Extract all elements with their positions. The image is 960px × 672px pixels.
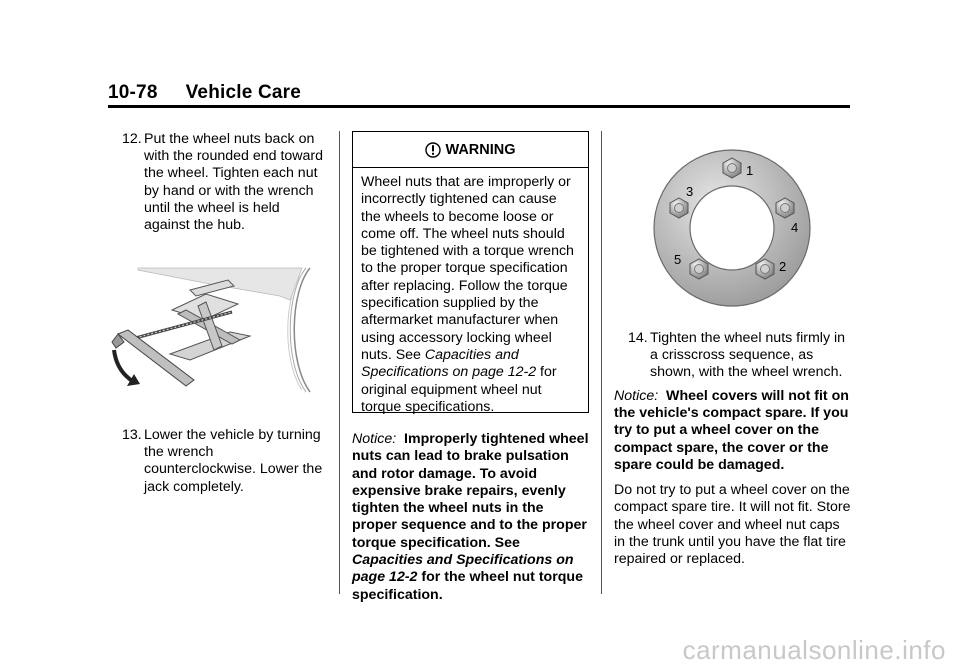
step-text: Put the wheel nuts back on with the rounded end toward the wheel. Tighten each nut by hand or with the wrench until the wheel is held against the hub.	[144, 131, 324, 234]
warning-reference: Capacities and Specifications on page 12-2	[361, 346, 537, 381]
step-number: 14.	[628, 330, 648, 346]
step-14	[614, 330, 854, 382]
label-2: 2	[779, 259, 787, 274]
step-13	[108, 427, 328, 496]
section-title: Vehicle Care	[185, 82, 302, 103]
column-1	[108, 131, 328, 234]
spare-tire-paragraph: Do not try to put a wheel cover on the compact spare tire. It will not fit. Store the wheel cover and wheel nut caps in the trunk until you have the flat tire repaired or replaced.	[614, 482, 851, 568]
watermark: carmanualsonline.info	[682, 635, 946, 665]
lug-nut-1	[723, 158, 741, 178]
page-header	[108, 82, 301, 104]
step-number: 13.	[122, 427, 142, 443]
label-4: 4	[791, 220, 799, 235]
hub-center-hole	[690, 186, 774, 270]
label-1: 1	[746, 163, 754, 178]
step-12	[108, 131, 328, 234]
step-text: Tighten the wheel nuts firmly in a crisscross sequence, as shown, with the wheel wrench.	[650, 330, 846, 381]
warning-title: WARNING	[445, 141, 516, 158]
warning-text: Wheel nuts that are improperly or incorrectly tightened can cause the wheels to become loose or come off. The wheel nuts should be tightened with a torque wrench to the proper torque specification after replacing. Follow the torque specification supplied by the aftermarket manufacturer when using accessory locking wheel nuts. See Capacities and Specifications on page 12-2 for original equipment wheel nut torque specifications.	[361, 174, 574, 415]
column-divider-2	[601, 131, 602, 594]
lug-nut-5	[690, 259, 708, 279]
header-rule	[108, 105, 850, 108]
warning-box	[352, 131, 589, 413]
page-number: 10-78	[108, 82, 158, 103]
step-text: Lower the vehicle by turning the wrench counterclockwise. Lower the jack completely.	[144, 427, 323, 495]
column-1-lower	[108, 427, 328, 496]
warning-header	[353, 132, 588, 168]
step-number: 12.	[122, 131, 142, 147]
jack-illustration	[110, 262, 315, 394]
notice-wheel-cover: Notice: Wheel covers will not fit on the vehicle's compact spare. If you try to put a wheel cover on the compact spare, the cover or the spare could be damaged.	[614, 387, 849, 473]
lug-nut-2	[756, 259, 774, 279]
lug-nut-3	[670, 198, 688, 218]
lug-nut-sequence-diagram	[652, 148, 812, 308]
notice-brake: Notice: Improperly tightened wheel nuts can lead to brake pulsation and rotor damage. To avoid expensive brake repairs, evenly tighten the wheel nuts in the proper sequence and to the proper torque specification. See Capacities and Specifications on page 12-2 for the wheel nut torque specification.	[352, 431, 589, 603]
notice-reference: Capacities and Specifications on page 12-2	[352, 552, 574, 586]
column-divider-1	[339, 131, 340, 594]
lug-nut-4	[776, 198, 794, 218]
notice-label: Notice:	[614, 387, 659, 404]
label-5: 5	[674, 252, 682, 267]
column-3	[614, 330, 854, 569]
warning-icon	[425, 142, 441, 158]
label-3: 3	[686, 184, 694, 199]
notice-label: Notice:	[352, 431, 397, 447]
